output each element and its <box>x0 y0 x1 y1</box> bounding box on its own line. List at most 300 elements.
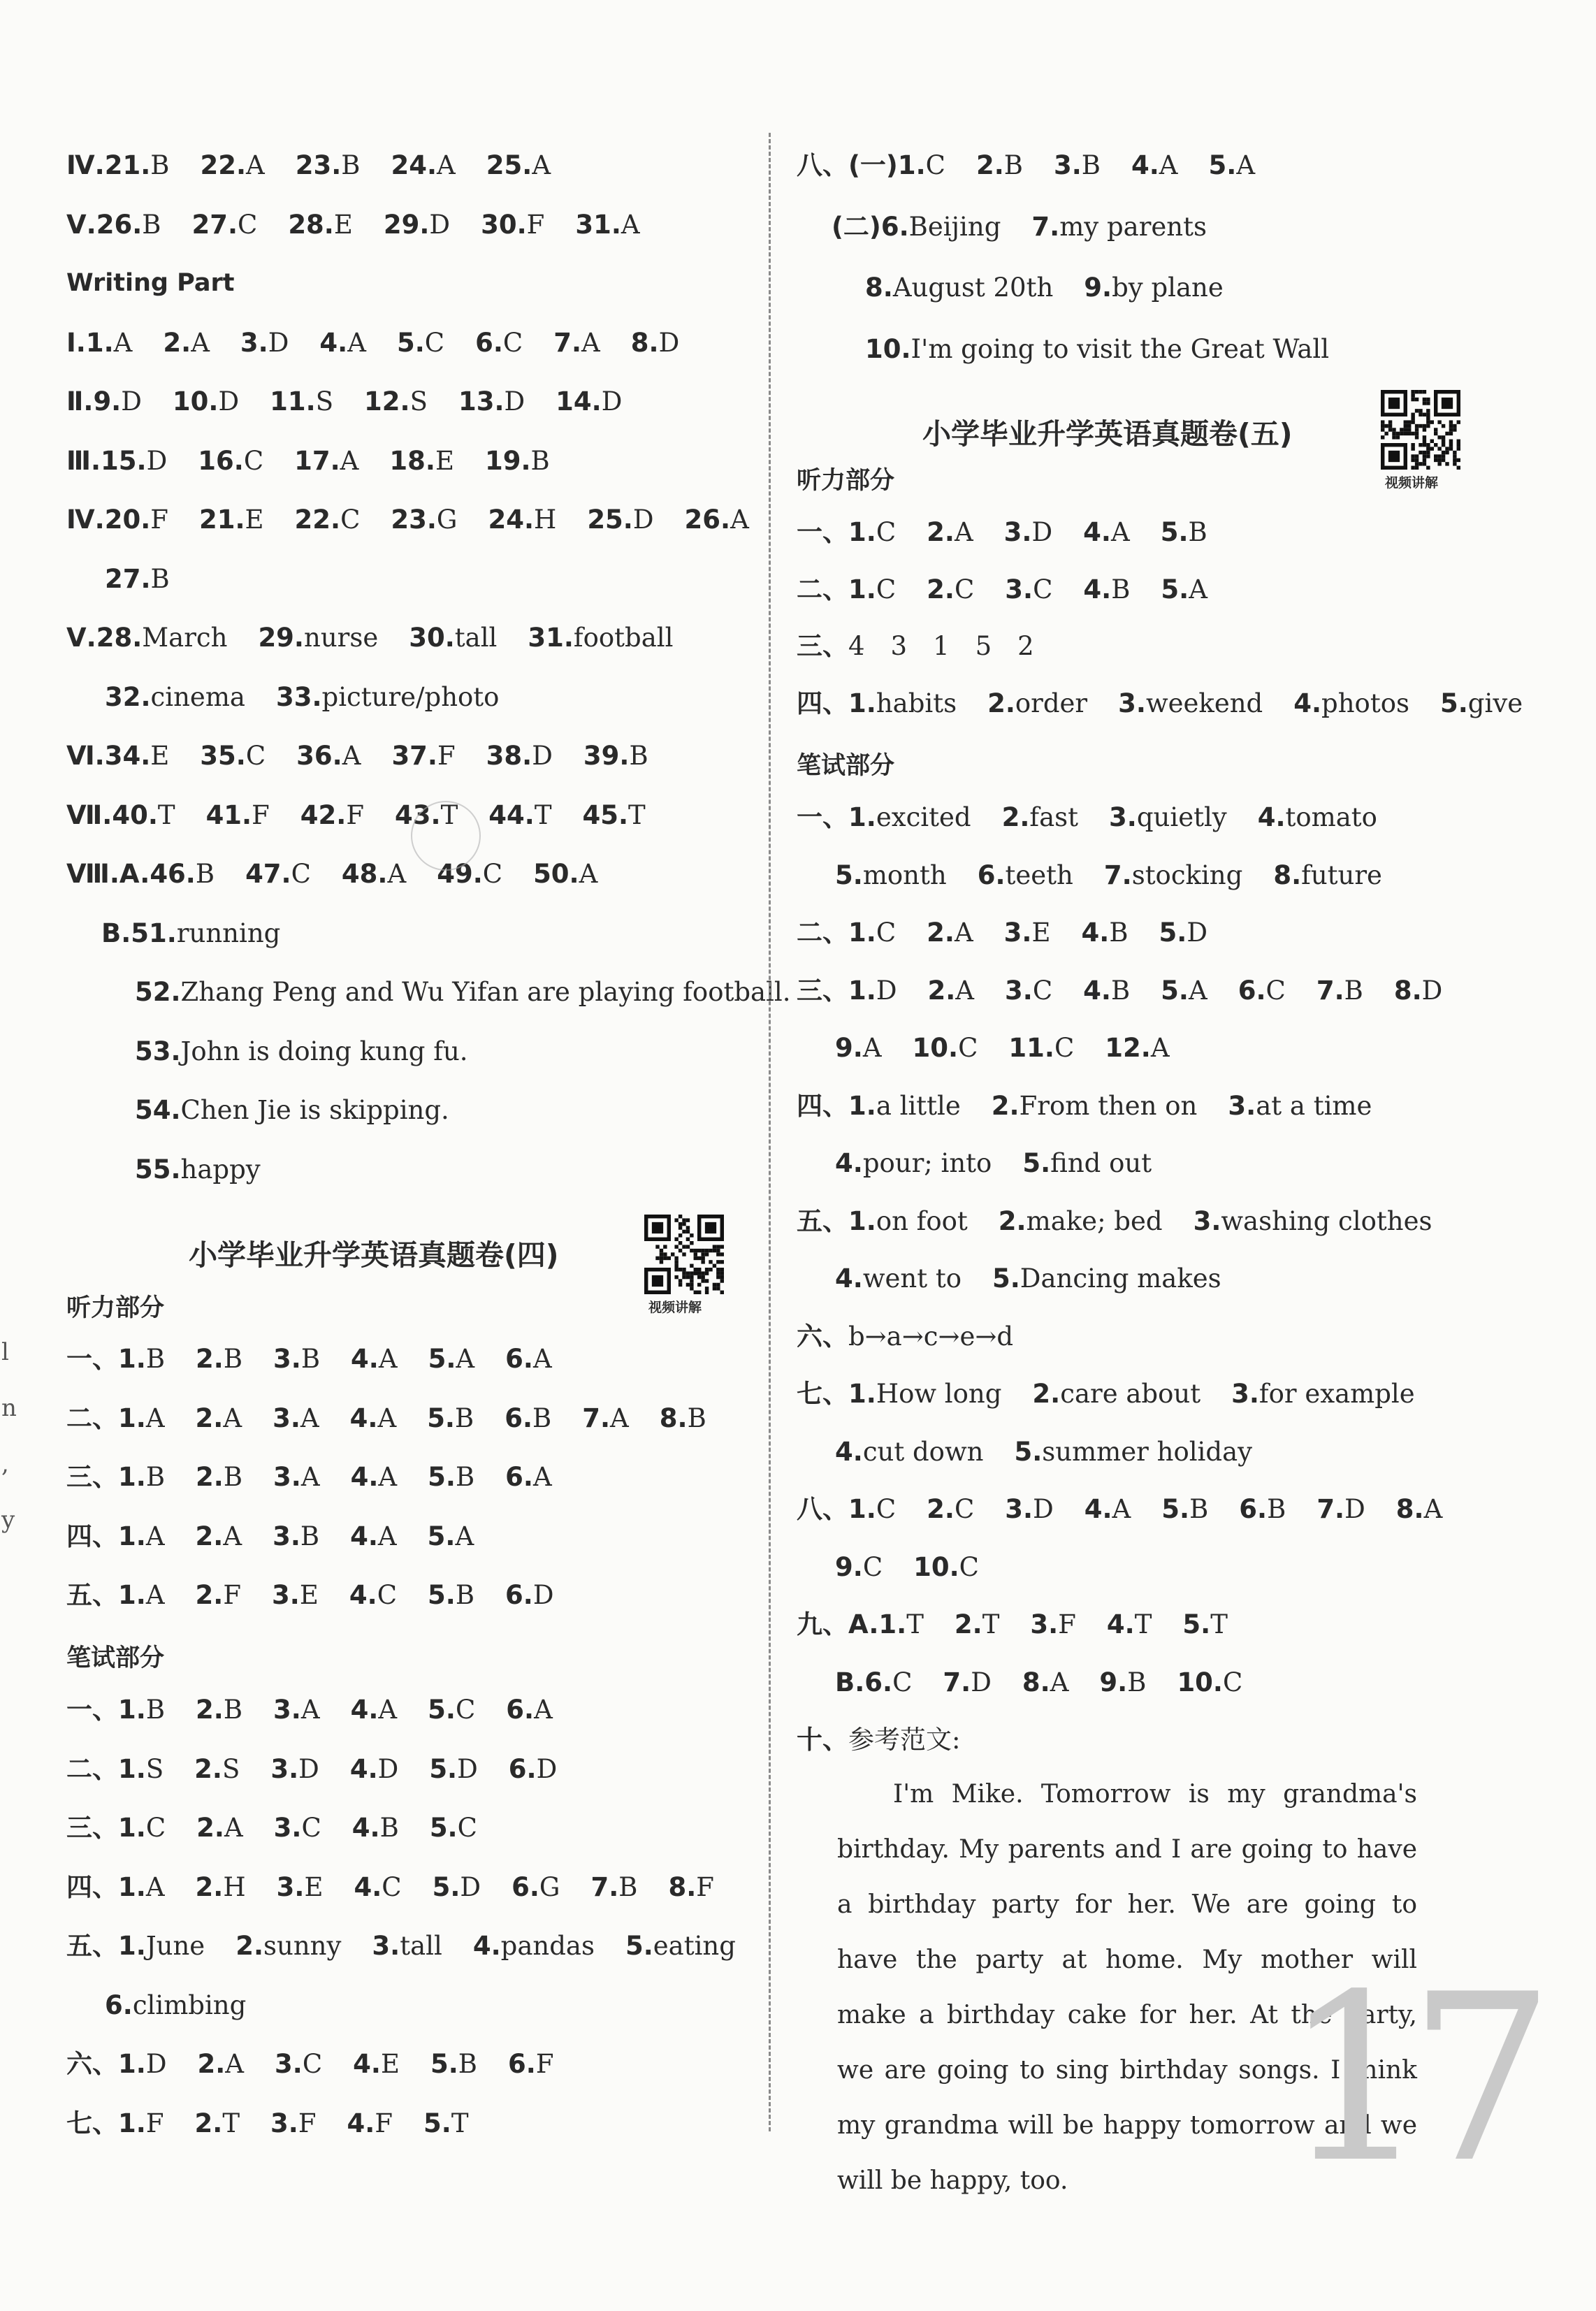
answer-value: B <box>1111 574 1131 604</box>
answer-value: excited <box>876 802 971 832</box>
answer-item <box>384 208 450 242</box>
answer-value: D <box>429 209 451 240</box>
answer-line <box>66 739 679 774</box>
section-prefix: Ⅳ. <box>66 505 105 535</box>
answer-value: F <box>1058 1609 1076 1639</box>
question-number: 3. <box>270 1753 299 1784</box>
answer-item <box>135 1034 468 1069</box>
answer-line <box>835 1261 1252 1296</box>
answer-value: E <box>304 1871 324 1902</box>
question-number: 1. <box>118 1462 146 1492</box>
answer-item <box>350 1752 398 1787</box>
answer-value: C <box>1054 1033 1075 1063</box>
answer-item <box>112 798 175 833</box>
answer-line <box>797 686 1553 721</box>
answer-value: running <box>176 918 281 948</box>
answer-value: B <box>455 1403 474 1433</box>
answer-value: A <box>532 1344 552 1374</box>
question-number: 27. <box>105 563 151 594</box>
answer-line <box>835 1435 1283 1470</box>
answer-item <box>423 2106 469 2141</box>
answer-item <box>1084 1492 1131 1527</box>
answer-item <box>273 1342 320 1377</box>
question-number: 4. <box>1081 918 1110 948</box>
answer-item <box>587 502 653 537</box>
question-number: 1. <box>118 1931 146 1961</box>
answer-value: B <box>1003 150 1023 180</box>
section-prefix: Ⅱ. <box>66 386 94 416</box>
answer-item <box>1293 686 1409 721</box>
answer-line <box>66 208 671 242</box>
answer-item <box>1004 515 1052 550</box>
question-number: 2. <box>195 1580 224 1610</box>
answer-value: A <box>377 1521 397 1551</box>
answer-item <box>429 1752 477 1787</box>
question-number: 1. <box>878 1609 907 1639</box>
answer-item <box>118 1578 165 1613</box>
answer-value: Zhang Peng and Wu Yifan are playing football. <box>180 977 791 1007</box>
answer-line <box>797 1723 960 1758</box>
answer-item <box>1030 1607 1076 1642</box>
answer-value: D <box>268 327 289 358</box>
question-number: 3. <box>372 1931 400 1961</box>
answer-value: A <box>191 327 210 358</box>
answer-value: S <box>145 1753 164 1784</box>
answer-value: B <box>530 445 550 476</box>
question-number: 2. <box>927 517 955 547</box>
answer-line <box>66 1342 583 1377</box>
question-number: 8. <box>1273 860 1302 890</box>
section-prefix: Ⅴ. <box>66 623 96 653</box>
answer-value: tall <box>400 1931 442 1961</box>
question-number: 2. <box>927 975 956 1006</box>
answer-item <box>196 1870 246 1905</box>
question-number: 3. <box>273 1695 301 1725</box>
answer-value: make; bed <box>1026 1205 1163 1236</box>
qr-code-icon[interactable] <box>1381 390 1460 470</box>
edge-mark: , <box>1 1450 9 1478</box>
answer-value: C <box>925 150 945 180</box>
answer-item <box>300 798 364 833</box>
answer-value: T <box>906 1609 924 1639</box>
answer-value: F <box>150 505 168 535</box>
answer-value: eating <box>653 1931 736 1961</box>
answer-item <box>955 1607 1000 1642</box>
question-number: 3. <box>273 1462 301 1492</box>
question-number: 8. <box>668 1871 697 1902</box>
answer-item <box>927 973 974 1008</box>
answer-item <box>835 858 947 893</box>
question-number: 45. <box>582 799 629 830</box>
answer-line <box>835 1550 1010 1585</box>
section-prefix: 十、 <box>797 1725 848 1755</box>
answer-value: D <box>504 386 525 416</box>
answer-value: C <box>302 2049 323 2079</box>
answer-item <box>509 1752 557 1787</box>
answer-item <box>389 444 454 479</box>
question-number: 3. <box>240 327 268 358</box>
question-number: 10. <box>1177 1667 1223 1697</box>
answer-item <box>245 857 311 892</box>
question-number: 2. <box>196 1344 224 1374</box>
section-prefix: 四、 <box>797 688 848 718</box>
answer-value: C <box>876 918 897 948</box>
section-prefix: B. <box>835 1667 865 1697</box>
answer-value: B <box>1109 918 1129 948</box>
question-number: 5. <box>1439 688 1468 718</box>
section-prefix: 二、 <box>797 574 848 604</box>
answer-item <box>475 326 523 361</box>
answer-value: B <box>618 1871 638 1902</box>
answer-item <box>428 1693 475 1727</box>
answer-value: B <box>455 1462 475 1492</box>
answer-value: T <box>222 2108 240 2138</box>
answer-value: F <box>526 209 545 240</box>
qr-code-icon[interactable] <box>644 1215 724 1294</box>
answer-line <box>797 1204 1463 1239</box>
question-number: 7. <box>1103 860 1132 890</box>
answer-item <box>1008 1031 1074 1066</box>
answer-item <box>135 1152 261 1187</box>
answer-item <box>273 1693 320 1727</box>
answer-item <box>1161 515 1207 550</box>
answer-value: C <box>377 1580 397 1610</box>
answer-line <box>135 1093 480 1128</box>
answer-item <box>1316 1492 1365 1527</box>
question-number: 9. <box>93 386 122 416</box>
question-number: 1. <box>118 1521 146 1551</box>
answer-value: C <box>502 327 523 358</box>
answer-item <box>999 1204 1163 1239</box>
answer-value: stocking <box>1131 860 1243 890</box>
section-prefix: Ⅶ. <box>66 799 113 830</box>
question-number: 22. <box>294 505 341 535</box>
answer-value: sunny <box>263 1931 342 1961</box>
answer-value: F <box>298 2108 317 2138</box>
answer-item <box>668 1870 714 1905</box>
answer-item <box>583 798 646 833</box>
answer-value: C <box>301 1813 321 1843</box>
question-number: 15. <box>101 445 147 476</box>
answer-value: T <box>1210 1609 1228 1639</box>
answer-item <box>1109 800 1227 835</box>
question-number: 31. <box>575 209 621 240</box>
answer-line <box>66 621 704 655</box>
question-number: 2. <box>194 2108 223 2138</box>
question-number: 6. <box>505 1462 533 1492</box>
question-number: 4. <box>350 1462 379 1492</box>
answer-value: S <box>409 386 428 416</box>
answer-line <box>66 857 628 892</box>
question-number: 29. <box>258 623 304 653</box>
answer-item <box>848 1204 968 1239</box>
answer-value: C <box>382 1871 402 1902</box>
answer-line <box>66 1929 767 1964</box>
answer-item <box>506 1693 553 1727</box>
answer-item <box>927 915 973 950</box>
answer-item <box>391 502 457 537</box>
question-number: 5. <box>1160 517 1189 547</box>
section-prefix: Ⅵ. <box>66 741 105 771</box>
section-prefix: 六、 <box>797 1321 848 1352</box>
answer-value: D <box>146 445 168 476</box>
question-number: 4. <box>1083 574 1112 604</box>
answer-item <box>350 1401 397 1436</box>
answer-value: at a time <box>1256 1090 1372 1121</box>
answer-value: A <box>377 1403 397 1433</box>
answer-item <box>135 975 791 1010</box>
answer-item <box>86 326 133 361</box>
question-number: 12. <box>1105 1033 1151 1063</box>
question-number: 2. <box>235 1931 264 1961</box>
answer-line <box>66 148 581 183</box>
question-number: 48. <box>341 859 388 889</box>
question-number: 22. <box>200 150 247 180</box>
answer-item <box>101 444 167 479</box>
answer-value: A <box>300 1403 319 1433</box>
question-number: 28. <box>96 623 143 653</box>
question-number: 5. <box>429 1753 458 1784</box>
answer-value: future <box>1301 860 1382 890</box>
question-number: 5. <box>1161 975 1189 1006</box>
section-prefix: B. <box>101 918 131 948</box>
question-number: 4. <box>472 1931 501 1961</box>
answer-value: A <box>954 517 973 547</box>
answer-item <box>835 1435 983 1470</box>
answer-value: G <box>539 1871 560 1902</box>
question-number: 3. <box>1053 150 1082 180</box>
question-number: 4. <box>1131 150 1159 180</box>
answer-item <box>350 1519 397 1554</box>
answer-item <box>1107 1607 1152 1642</box>
question-number: 4. <box>349 1580 377 1610</box>
question-number: 5. <box>1161 574 1189 604</box>
writing-heading: 笔试部分 <box>797 752 895 780</box>
answer-value: A <box>378 1695 398 1725</box>
answer-item <box>1238 973 1286 1008</box>
answer-line <box>797 1492 1473 1527</box>
answer-item <box>1004 915 1051 950</box>
answer-item <box>277 1870 324 1905</box>
question-number: 4. <box>835 1436 863 1467</box>
answer-item <box>240 326 289 361</box>
question-number: 11. <box>1008 1033 1054 1063</box>
section-prefix: Ⅰ. <box>66 327 86 358</box>
answer-line <box>66 326 710 361</box>
answer-value: A <box>610 1403 629 1433</box>
answer-item <box>295 502 361 537</box>
answer-line <box>797 1089 1402 1124</box>
answer-value: F <box>252 799 270 830</box>
answer-value: A <box>342 741 361 771</box>
answer-value: A <box>1236 150 1256 180</box>
answer-value: F <box>375 2108 393 2138</box>
section-prefix: 一、 <box>66 1695 118 1725</box>
question-number: 4. <box>353 2049 381 2079</box>
answer-line <box>135 975 822 1010</box>
question-number: 7. <box>553 327 582 358</box>
answer-item <box>409 621 497 655</box>
question-number: 4. <box>1084 1494 1112 1524</box>
question-number: 4. <box>351 1344 379 1374</box>
question-number: 40. <box>112 799 158 830</box>
answer-value: F <box>145 2108 164 2138</box>
question-number: 5. <box>423 2108 451 2138</box>
answer-item <box>118 2047 166 2082</box>
section-prefix: 七、 <box>66 2108 118 2138</box>
answer-item <box>1083 515 1130 550</box>
answer-value: A <box>730 505 749 535</box>
question-number: 1. <box>848 975 876 1006</box>
answer-value: B <box>300 1344 321 1374</box>
answer-value: H <box>534 505 557 535</box>
question-number: 30. <box>409 623 455 653</box>
answer-item <box>976 148 1023 183</box>
answer-value: B <box>300 1521 320 1551</box>
question-number: 1. <box>118 1813 146 1843</box>
answer-value: D <box>457 1753 478 1784</box>
answer-item <box>1031 210 1207 245</box>
answer-value: care about <box>1060 1379 1201 1409</box>
question-number: 32. <box>105 681 151 712</box>
answer-item <box>428 1578 474 1613</box>
answer-value: D <box>532 741 553 771</box>
question-number: 25. <box>486 150 532 180</box>
answer-value: for example <box>1258 1379 1415 1409</box>
answer-value: A <box>225 2049 245 2079</box>
answer-value: D <box>1033 1494 1054 1524</box>
answer-value: tall <box>454 623 498 653</box>
section-prefix: 一、 <box>66 1344 118 1374</box>
section-prefix: 八、(一) <box>797 150 898 180</box>
question-number: 6. <box>508 1753 537 1784</box>
answer-item <box>272 1578 319 1613</box>
question-number: 5. <box>1208 150 1237 180</box>
section-prefix: 二、 <box>66 1403 118 1433</box>
answer-item <box>273 1519 319 1554</box>
answer-item <box>200 148 264 183</box>
answer-item <box>354 1870 401 1905</box>
answer-value: B <box>1189 1494 1209 1524</box>
answer-value: B <box>1110 975 1131 1006</box>
question-number: 5. <box>625 1931 653 1961</box>
answer-value: B <box>223 1344 243 1374</box>
question-number: 25. <box>587 505 633 535</box>
question-number: 2. <box>1032 1379 1061 1409</box>
question-number: 5. <box>1014 1436 1043 1467</box>
listening-heading: 听力部分 <box>797 467 895 495</box>
answer-value: A <box>1110 517 1130 547</box>
question-number: 1. <box>848 574 876 604</box>
question-number: 4. <box>1257 802 1286 832</box>
answer-line <box>797 800 1408 835</box>
question-number: 3. <box>1005 574 1033 604</box>
answer-item <box>173 384 239 419</box>
answer-value: E <box>245 505 264 535</box>
answer-value: D <box>601 386 623 416</box>
answer-value: G <box>436 505 458 535</box>
answer-value: B <box>142 209 161 240</box>
answer-item <box>881 210 1001 245</box>
answer-value: A <box>224 1813 243 1843</box>
answer-value: D <box>298 1753 319 1784</box>
answer-value: A <box>581 327 600 358</box>
question-number: 3. <box>1005 975 1033 1006</box>
answer-value: C <box>340 505 361 535</box>
answer-item <box>631 326 679 361</box>
answer-line <box>66 384 653 419</box>
question-number: 38. <box>486 741 532 771</box>
answer-item <box>294 444 358 479</box>
answer-value: on foot <box>876 1205 968 1236</box>
answer-value: pandas <box>500 1931 595 1961</box>
answer-value: B <box>145 1462 166 1492</box>
answer-value: E <box>150 741 170 771</box>
answer-line <box>105 680 530 715</box>
question-number: 4. <box>349 1753 378 1784</box>
answer-line <box>66 1460 583 1495</box>
question-number: 2. <box>196 1695 224 1725</box>
answer-item <box>118 1460 165 1495</box>
answer-item <box>848 1492 896 1527</box>
answer-item <box>458 384 525 419</box>
section-prefix: 二、 <box>797 918 848 948</box>
answer-value: find out <box>1050 1148 1152 1178</box>
answer-item <box>342 857 406 892</box>
question-number: 4. <box>349 1403 378 1433</box>
answer-item <box>1440 686 1523 721</box>
question-number: 24. <box>488 505 535 535</box>
answer-item <box>1082 915 1129 950</box>
answer-item <box>625 1929 736 1964</box>
answer-item <box>235 1929 341 1964</box>
answer-value: C <box>1032 975 1053 1006</box>
answer-item <box>1105 1031 1169 1066</box>
answer-value: summer holiday <box>1042 1436 1253 1467</box>
answer-item <box>978 858 1073 893</box>
question-number: 4. <box>354 1871 382 1902</box>
question-number: 3. <box>272 1580 300 1610</box>
qr-caption: 视频讲解 <box>648 1300 702 1315</box>
answer-item <box>1054 148 1101 183</box>
answer-item <box>927 515 973 550</box>
answer-item <box>319 326 366 361</box>
question-number: 7. <box>590 1871 619 1902</box>
answer-value: B <box>687 1403 706 1433</box>
question-number: 7. <box>1031 211 1060 242</box>
answer-value: B <box>1267 1494 1286 1524</box>
answer-item <box>105 1988 246 2023</box>
section-prefix: Ⅷ.A. <box>66 859 150 889</box>
answer-value: D <box>460 1871 481 1902</box>
answer-value: C <box>958 1033 978 1063</box>
answer-value: A <box>955 975 975 1006</box>
answer-value: C <box>245 741 266 771</box>
answer-item <box>428 1460 474 1495</box>
question-number: 6. <box>880 211 909 242</box>
answer-line <box>832 210 1238 245</box>
answer-value: A <box>621 209 640 240</box>
answer-item <box>96 621 228 655</box>
answer-item <box>351 1342 398 1377</box>
answer-line <box>66 2047 585 2082</box>
answer-item <box>270 1752 319 1787</box>
answer-value: climbing <box>132 1990 247 2020</box>
answer-value: F <box>346 799 365 830</box>
question-number: 9. <box>1084 273 1112 303</box>
question-number: 5. <box>992 1263 1020 1294</box>
question-number: 8. <box>630 327 659 358</box>
